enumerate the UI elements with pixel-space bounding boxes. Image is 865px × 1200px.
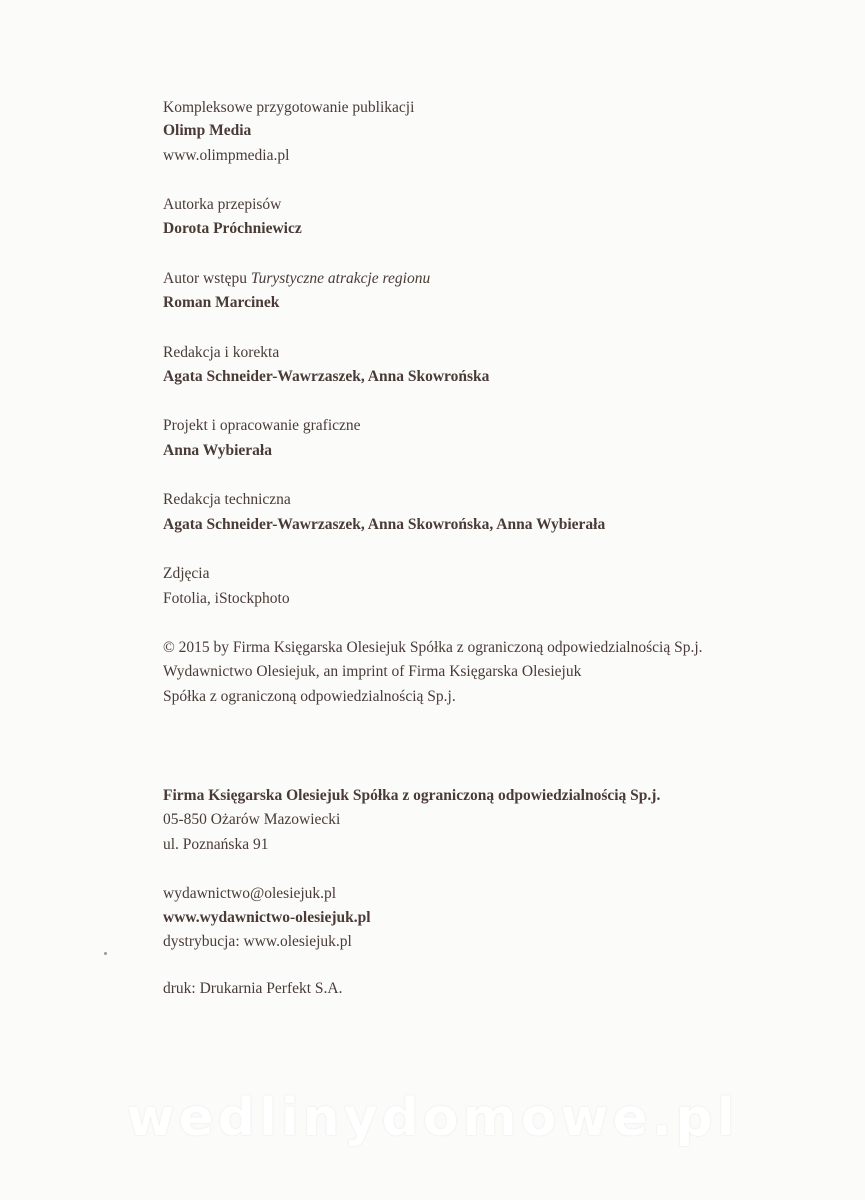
editing-names: Agata Schneider-Wawrzaszek, Anna Skowrońska	[163, 368, 490, 385]
copyright-line-2: Wydawnictwo Olesiejuk, an imprint of Firma Księgarska Olesiejuk	[163, 663, 582, 680]
recipes-name: Dorota Próchniewicz	[163, 220, 302, 237]
prep-label: Kompleksowe przygotowanie publikacji	[163, 99, 415, 116]
publisher-name: Firma Księgarska Olesiejuk Spółka z ograniczoną odpowiedzialnością Sp.j.	[163, 787, 661, 804]
editing-label: Redakcja i korekta	[163, 344, 280, 361]
publisher-street: ul. Poznańska 91	[163, 836, 269, 853]
prep-url: www.olimpmedia.pl	[163, 147, 290, 164]
design-label: Projekt i opracowanie graficzne	[163, 417, 361, 434]
intro-label	[163, 268, 430, 290]
intro-label-prefix: Autor wstępu	[163, 270, 251, 287]
publisher-email: wydawnictwo@olesiejuk.pl	[163, 885, 337, 902]
tech-names: Agata Schneider-Wawrzaszek, Anna Skowrońska, Anna Wybierała	[163, 516, 606, 533]
intro-name: Roman Marcinek	[163, 294, 280, 311]
print-info: druk: Drukarnia Perfekt S.A.	[163, 980, 343, 997]
prep-name: Olimp Media	[163, 122, 252, 139]
watermark: wedlinydomowe.pl	[126, 1088, 739, 1148]
tech-label: Redakcja techniczna	[163, 491, 291, 508]
publisher-postal: 05-850 Ożarów Mazowiecki	[163, 811, 341, 828]
scan-speck	[104, 952, 107, 955]
design-name: Anna Wybierała	[163, 442, 272, 459]
copyright-line-1: © 2015 by Firma Księgarska Olesiejuk Spółka z ograniczoną odpowiedzialnością Sp.j.	[163, 639, 703, 656]
photos-label: Zdjęcia	[163, 565, 210, 582]
copyright-line-3: Spółka z ograniczoną odpowiedzialnością Sp.j.	[163, 688, 456, 705]
publisher-website: www.wydawnictwo-olesiejuk.pl	[163, 909, 371, 926]
photos-source: Fotolia, iStockphoto	[163, 590, 290, 607]
recipes-label: Autorka przepisów	[163, 196, 282, 213]
publisher-distribution: dystrybucja: www.olesiejuk.pl	[163, 933, 352, 950]
intro-label-title: Turystyczne atrakcje regionu	[250, 270, 431, 287]
